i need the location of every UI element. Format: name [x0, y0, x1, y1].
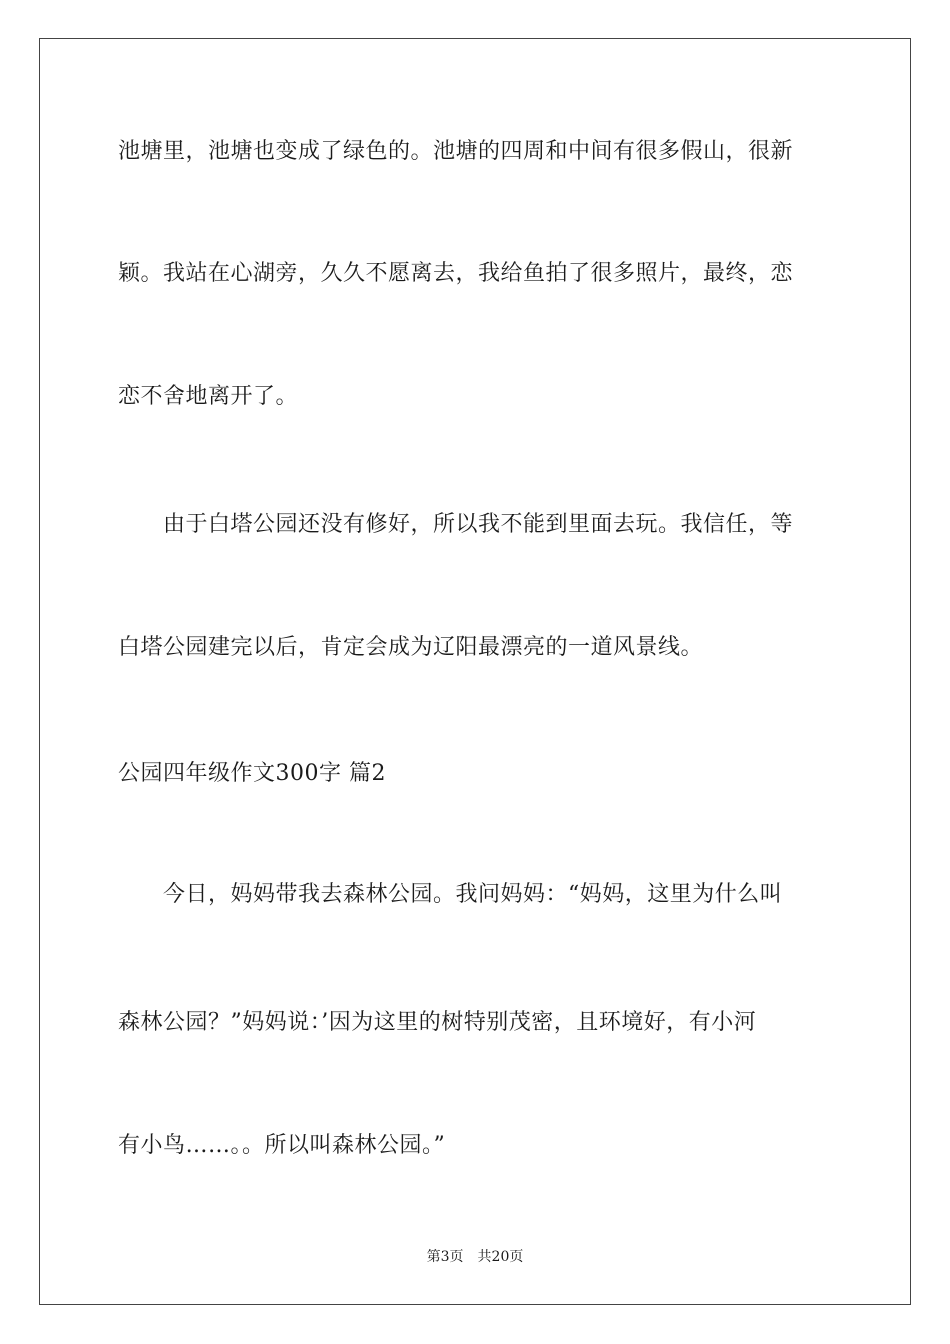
body-text-line: 由于白塔公园还没有修好，所以我不能到里面去玩。我信任，等: [118, 512, 794, 537]
body-text-line: 池塘里，池塘也变成了绿色的。池塘的四周和中间有很多假山，很新: [118, 139, 794, 164]
body-text-line: 颖。我站在心湖旁，久久不愿离去，我给鱼拍了很多照片，最终，恋: [118, 261, 794, 286]
body-text-line: 今日，妈妈带我去森林公园。我问妈妈：“妈妈，这里为什么叫: [118, 882, 783, 907]
page-number-footer: [0, 1247, 950, 1267]
body-text-line: 恋不舍地离开了。: [118, 384, 299, 409]
section-heading: 公园四年级作文300字 篇2: [118, 761, 386, 786]
page-border: [39, 38, 911, 1305]
body-text-line: 森林公园？”妈妈说：’因为这里的树特别茂密，且环境好，有小河: [118, 1010, 757, 1035]
body-text-line: 有小鸟……。。所以叫森林公园。”: [118, 1133, 446, 1158]
body-text-line: 白塔公园建完以后，肯定会成为辽阳最漂亮的一道风景线。: [118, 635, 704, 660]
page-number-label: 第3页 共20页: [426, 1249, 524, 1265]
